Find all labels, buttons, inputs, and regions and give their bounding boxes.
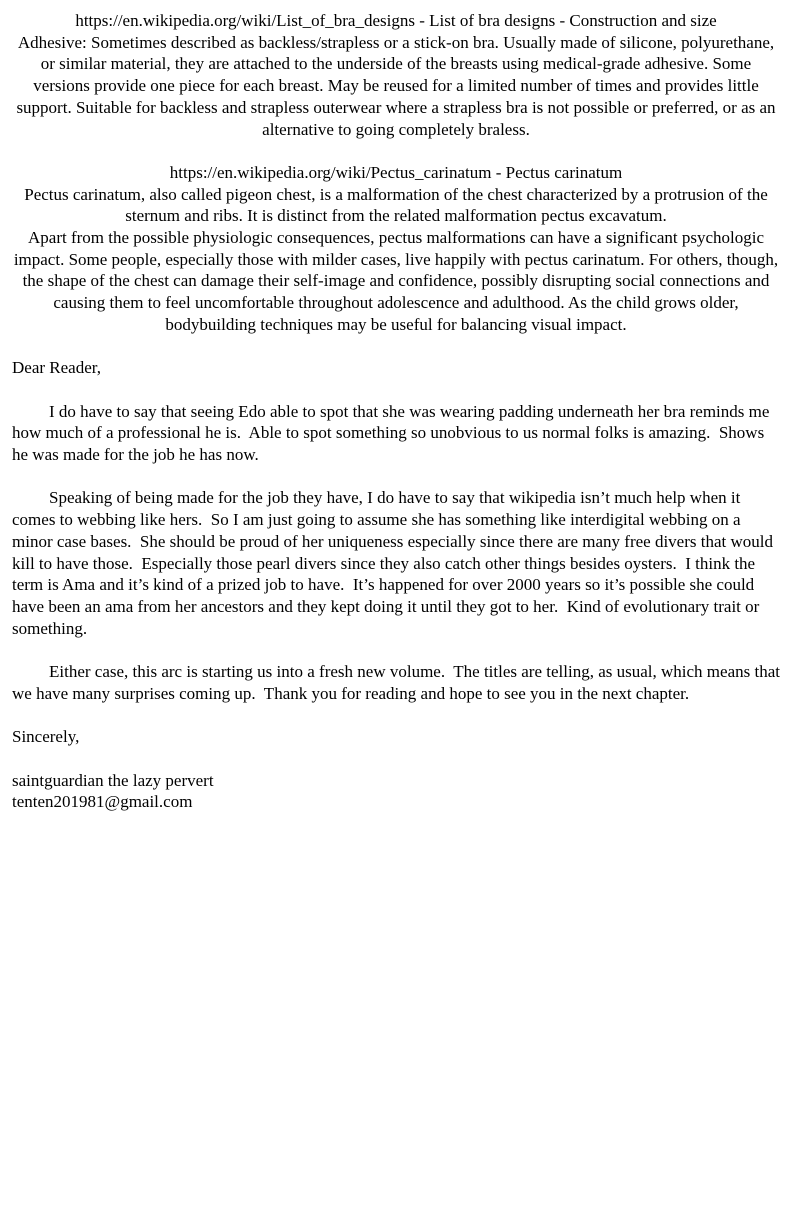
reference-paragraph: Adhesive: Sometimes described as backless/strapless or a stick-on bra. Usually made of silicone, polyurethane, or similar material, they are attached to the underside of the breasts using medical-grade adhesive. Some versions provide one piece for each breast. May be reused for a limited number of times and provides little support. Suitable for backless and strapless outerwear where a strapless bra is not possible or preferred, or as an alternative to going completely braless. bbox=[16, 32, 776, 139]
letter-closing: Sincerely, bbox=[12, 727, 80, 747]
signature-name: saintguardian the lazy pervert bbox=[12, 770, 214, 790]
reference-block-pectus-carinatum bbox=[12, 162, 780, 336]
reference-paragraph: Apart from the possible physiologic consequences, pectus malformations can have a significant psychologic impact. Some people, especially those with milder cases, live happily with pectus carinatum. For others, though, the shape of the chest can damage their self-image and confidence, possibly disrupting social connections and causing them to feel uncomfortable throughout adolescence and adulthood. As the child grows older, bodybuilding techniques may be useful for balancing visual impact. bbox=[13, 228, 779, 334]
letter-paragraph: Speaking of being made for the job they have, I do have to say that wikipedia isn’t much help when it comes to webbing like hers. So I am just going to assume she has something like interdigital webbing on a minor case bases. She should be proud of her uniqueness especially since there are many free divers that would kill to have those. Especially those pearl divers since they also catch other things besides oysters. I think the term is Ama and it’s kind of a prized job to have. It’s happened for over 2000 years so it’s possible she could have been an ama from her ancestors and they kept doing it until they got to her. Kind of evolutionary trait or something. bbox=[12, 488, 778, 638]
letter-paragraph: Either case, this arc is starting us into a fresh new volume. The titles are telling, as usual, which means that we have many surprises coming up. Thank you for reading and hope to see you in the next chapter. bbox=[12, 662, 785, 703]
reference-url-heading: https://en.wikipedia.org/wiki/List_of_bra_designs - List of bra designs - Construction and size bbox=[75, 11, 717, 30]
reference-url-heading: https://en.wikipedia.org/wiki/Pectus_carinatum - Pectus carinatum bbox=[169, 162, 623, 182]
reference-block-bra-designs bbox=[12, 10, 780, 140]
reference-paragraph: Pectus carinatum, also called pigeon chest, is a malformation of the chest characterized by a protrusion of the sternum and ribs. It is distinct from the related malformation pectus excavatum. bbox=[24, 184, 768, 226]
letter-salutation: Dear Reader, bbox=[12, 358, 101, 378]
letter-signature bbox=[12, 770, 780, 813]
letter-paragraph: I do have to say that seeing Edo able to spot that she was wearing padding underneath her bra reminds me how much of a professional he is. Able to spot something so unobvious to us normal folks is amazing. Shows he was made for the job he has now. bbox=[12, 401, 774, 465]
signature-email: tenten201981@gmail.com bbox=[12, 792, 193, 812]
reader-letter bbox=[12, 357, 785, 813]
